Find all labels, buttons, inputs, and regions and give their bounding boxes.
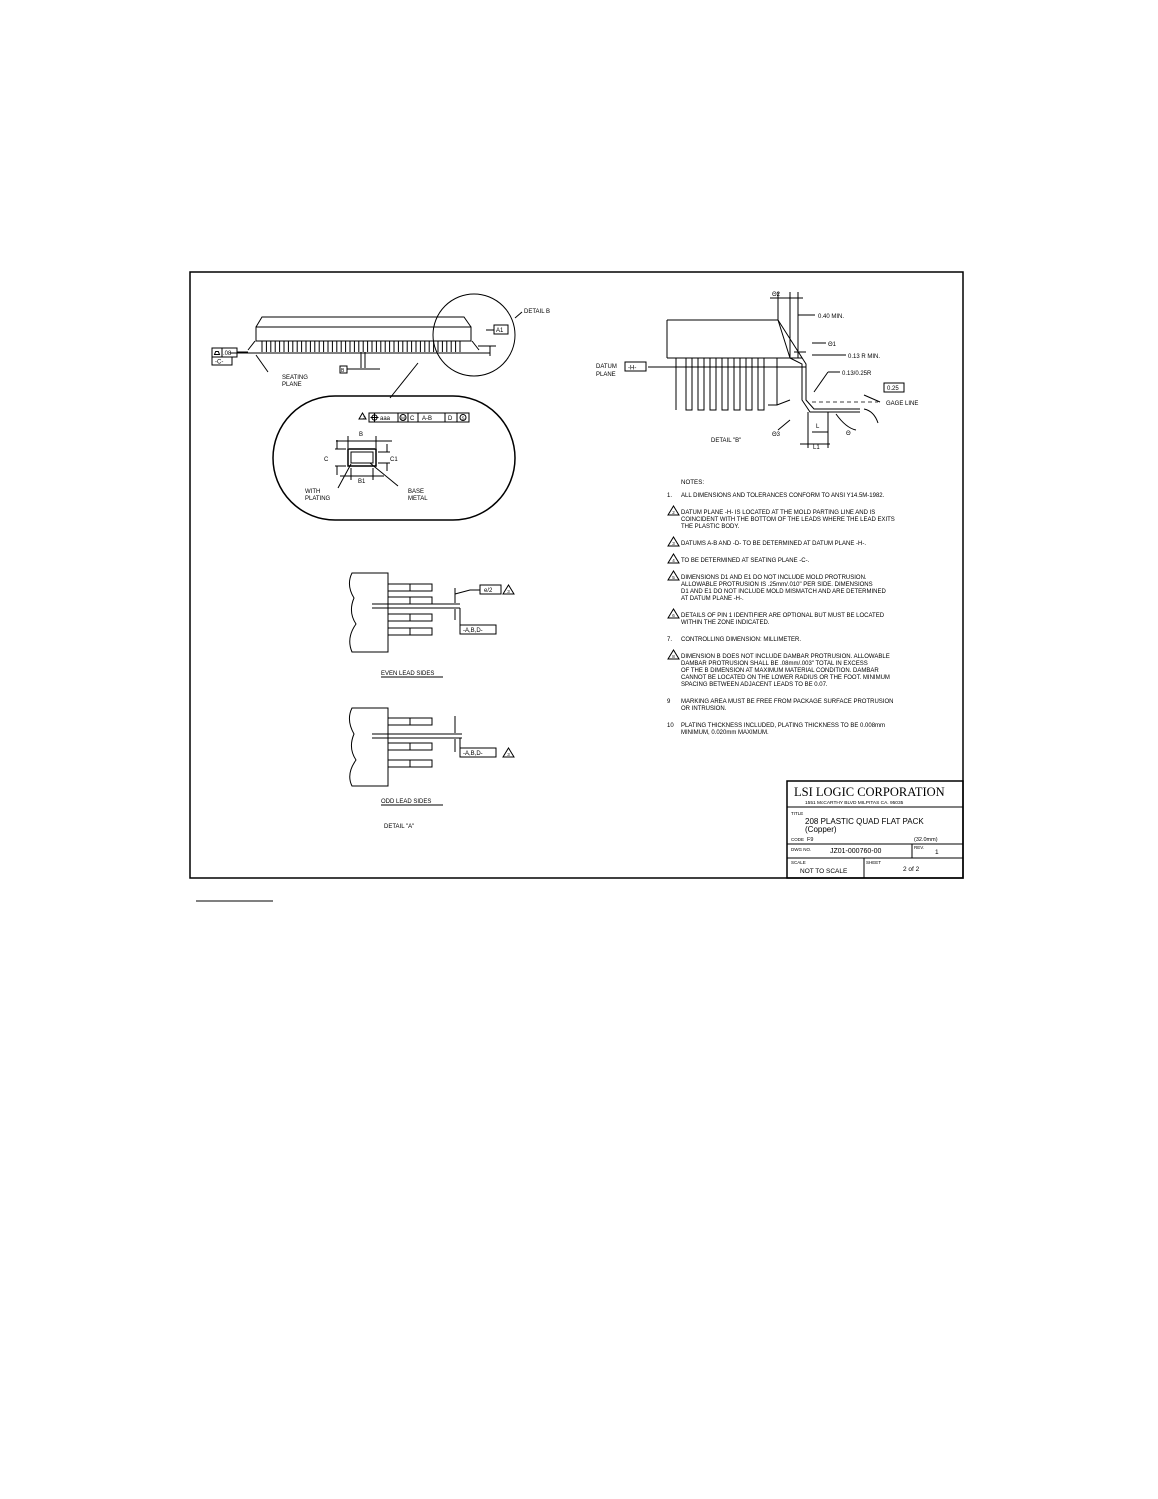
seating-plane-label-1: SEATING <box>282 375 308 381</box>
datum-plane-label-2: PLANE <box>596 372 616 378</box>
note-line: DETAILS OF PIN 1 IDENTIFIER ARE OPTIONAL BUT MUST BE LOCATED <box>681 613 885 619</box>
note-3 <box>668 537 866 547</box>
detail-b-lead <box>698 358 704 410</box>
datum-h-label: -H- <box>628 365 637 372</box>
detail-b-lead <box>746 358 752 410</box>
detail-b-lead <box>710 358 716 410</box>
odd-leads <box>388 718 432 767</box>
fcf-datum-ab: A-B <box>422 416 433 422</box>
detail-b-caption: DETAIL "B" <box>711 438 742 444</box>
detail-leader <box>390 363 418 398</box>
dwg-no-value: JZ01-000760-00 <box>830 848 882 855</box>
note-line: D1 AND E1 DO NOT INCLUDE MOLD MISMATCH AND ARE DETERMINED <box>681 589 886 595</box>
odd-lead-sides-view <box>349 708 514 786</box>
note-number: 4 <box>672 558 675 563</box>
l1-label: L1 <box>813 445 820 451</box>
sheet-value: 2 of 2 <box>903 866 920 873</box>
l-label: L <box>816 424 820 430</box>
note-line: MINIMUM, 0.020mm MAXIMUM. <box>681 730 769 736</box>
fcf-mmc: M <box>401 415 405 421</box>
even-leads <box>388 584 432 635</box>
datum-plane-label-1: DATUM <box>596 364 617 370</box>
note-number: 9 <box>667 699 671 705</box>
code-label: CODE <box>791 837 805 842</box>
even-datum: -A,B,D- <box>463 628 483 634</box>
c-label: C <box>324 457 329 463</box>
with-plating-label-2: PLATING <box>305 496 331 502</box>
note-number: 2 <box>672 510 675 515</box>
detail-b-lead <box>722 358 728 410</box>
note-line: COINCIDENT WITH THE BOTTOM OF THE LEADS WHERE THE LEAD EXITS <box>681 517 895 523</box>
with-plating-label-1: WITH <box>305 489 321 495</box>
theta2-label: Θ2 <box>772 292 781 298</box>
note-line: SPACING BETWEEN ADJACENT LEADS TO BE 0.07. <box>681 682 828 688</box>
fcf-rfs: S <box>461 415 465 421</box>
side-view-leads <box>262 341 460 352</box>
note-6 <box>668 609 885 626</box>
note-line: DIMENSION B DOES NOT INCLUDE DAMBAR PROTRUSION. ALLOWABLE <box>681 654 890 660</box>
notes-list <box>667 493 895 736</box>
gage-line-label: GAGE LINE <box>886 401 919 407</box>
detail-b-view <box>648 292 904 448</box>
note-2 <box>668 506 895 530</box>
company-name: LSI LOGIC CORPORATION <box>794 785 945 799</box>
even-lead-sides-caption: EVEN LEAD SIDES <box>381 671 435 677</box>
note-line: CANNOT BE LOCATED ON THE LOWER RADIUS OR THE FOOT. MINIMUM <box>681 675 890 681</box>
theta1-label: Θ1 <box>828 342 837 348</box>
a1-label: A1 <box>496 328 504 334</box>
odd-note-number: 3 <box>507 752 510 757</box>
note-line: OR INTRUSION. <box>681 706 727 712</box>
min-040-label: 0.40 MIN. <box>818 314 845 320</box>
detail-a-caption: DETAIL "A" <box>384 824 415 830</box>
note-8 <box>668 650 890 688</box>
theta3-label: Θ3 <box>772 432 781 438</box>
note-line: DATUM PLANE -H- IS LOCATED AT THE MOLD PARTING LINE AND IS <box>681 510 876 516</box>
odd-datum: -A,B,D- <box>463 751 483 757</box>
note-number: 1. <box>667 493 673 499</box>
fcf-datum-c: C <box>410 416 415 422</box>
note-line: AT DATUM PLANE -H-. <box>681 596 744 602</box>
note-number: 10 <box>667 723 674 729</box>
drawing-title-line-2: (Copper) <box>805 825 837 834</box>
lead-cross-section <box>335 436 398 488</box>
note-number: 8 <box>672 654 675 659</box>
note-number: 7. <box>667 637 673 643</box>
notes-title: NOTES: <box>681 479 705 486</box>
note-5 <box>668 571 886 602</box>
base-metal-label-1: BASE <box>408 489 425 495</box>
note-line: MARKING AREA MUST BE FREE FROM PACKAGE SURFACE PROTRUSION <box>681 699 894 705</box>
note-10 <box>667 723 885 736</box>
seating-plane-leader <box>256 355 268 372</box>
even-tolerance: e/2 <box>484 588 493 594</box>
note-line: ALL DIMENSIONS AND TOLERANCES CONFORM TO ANSI Y14.5M-1982. <box>681 493 885 499</box>
note-number: 6 <box>672 613 675 618</box>
note-line: THE PLASTIC BODY. <box>681 524 740 530</box>
scale-value: NOT TO SCALE <box>800 868 848 875</box>
b-dimension-label: B <box>341 368 345 374</box>
note-number: 5 <box>672 575 675 580</box>
theta-label: Θ <box>846 431 851 437</box>
b1-label: B1 <box>358 479 366 485</box>
dwg-no-label: DWG NO. <box>791 847 812 852</box>
drawing-title-line-1: 208 PLASTIC QUAD FLAT PACK <box>805 817 924 826</box>
rev-value: 1 <box>935 849 939 856</box>
size-value: (32.0mm) <box>914 837 938 843</box>
note-9 <box>667 699 893 712</box>
fcf-datum-d: D <box>448 416 453 422</box>
base-metal-label-2: METAL <box>408 496 428 502</box>
detail-b-leads <box>686 358 764 410</box>
odd-lead-sides-caption: ODD LEAD SIDES <box>381 799 432 805</box>
c1-label: C1 <box>390 457 398 463</box>
note-line: DATUMS A-B AND -D- TO BE DETERMINED AT DATUM PLANE -H-. <box>681 541 867 547</box>
even-note-number: 3 <box>507 589 510 594</box>
note-line: PLATING THICKNESS INCLUDED, PLATING THICKNESS TO BE 0.008mm <box>681 723 886 729</box>
note-line: DAMBAR PROTRUSION SHALL BE .08mm/.003" TOTAL IN EXCESS <box>681 661 868 667</box>
note-1 <box>667 493 885 499</box>
scale-label: SCALE <box>791 860 806 865</box>
sheet-label: SHEET <box>866 860 882 865</box>
note-line: CONTROLLING DIMENSION: MILLIMETER. <box>681 637 802 643</box>
seating-plane-label-2: PLANE <box>282 382 302 388</box>
detail-b-label: DETAIL B <box>524 309 551 315</box>
detail-b-leader <box>515 312 522 318</box>
note-line: OF THE B DIMENSION AT MAXIMUM MATERIAL CONDITION. DAMBAR <box>681 668 879 674</box>
note-line: TO BE DETERMINED AT SEATING PLANE -C-. <box>681 558 810 564</box>
fcf-note-number: 3 <box>362 415 366 420</box>
r-013-label: 0.13 R MIN. <box>848 354 881 360</box>
note-7 <box>667 637 801 643</box>
title-field-label: TITLE <box>791 811 804 816</box>
note-line: DIMENSIONS D1 AND E1 DO NOT INCLUDE MOLD PROTRUSION. <box>681 575 867 581</box>
note-4 <box>668 554 810 564</box>
fcf-tolerance: aaa <box>380 416 391 422</box>
b-label: B <box>359 432 364 438</box>
company-address: 1551 McCARTHY BLVD MILPITAS CA. 95035 <box>805 801 904 806</box>
detail-b-lead <box>758 358 764 410</box>
detail-b-lead <box>686 358 692 410</box>
gage-value: 0.25 <box>887 386 899 392</box>
side-view <box>230 317 490 353</box>
note-line: ALLOWABLE PROTRUSION IS .25mm/.010" PER SIDE. DIMENSIONS <box>681 582 873 588</box>
rev-label: REV. <box>914 845 925 850</box>
detail-b-circle <box>433 294 515 376</box>
even-lead-sides-view <box>349 573 514 652</box>
note-line: WITHIN THE ZONE INDICATED. <box>681 620 770 626</box>
datum-c-label: -C- <box>215 359 224 366</box>
detail-b-lead <box>734 358 740 410</box>
flatness-value: .08 <box>223 351 232 357</box>
code-value: F9 <box>807 837 814 843</box>
r-013-025-label: 0.13/0.25R <box>842 371 872 377</box>
note-number: 3 <box>672 541 675 546</box>
